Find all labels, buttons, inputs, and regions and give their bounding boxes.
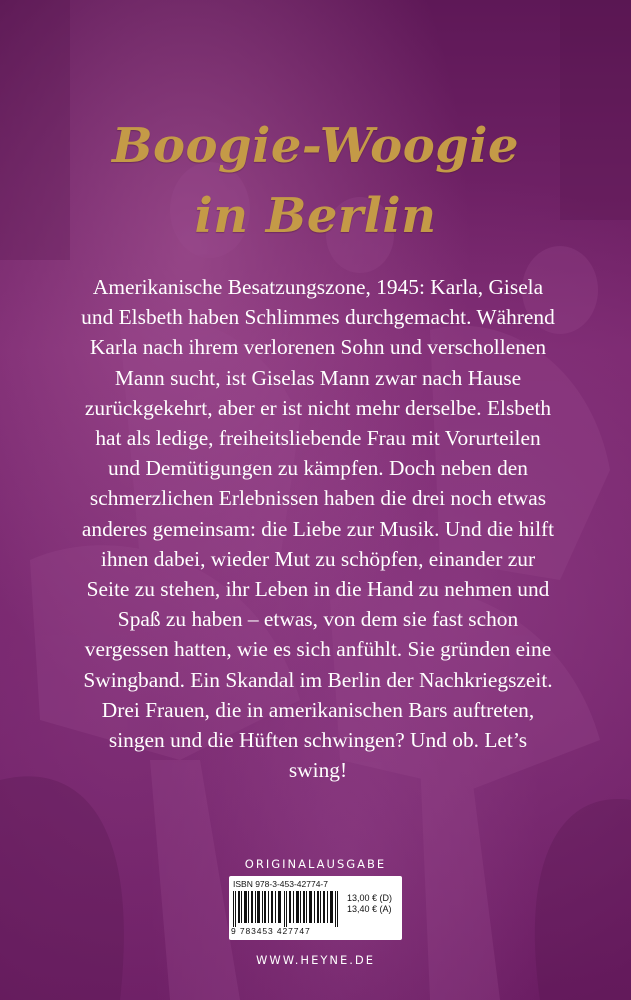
edition-label: ORIGINALAUSGABE <box>244 857 387 871</box>
ean-barcode <box>233 891 341 927</box>
title-line-2: in Berlin <box>194 188 437 244</box>
price-austria: 13,40 € (A) <box>347 904 392 914</box>
price-germany: 13,00 € (D) <box>347 893 393 903</box>
barcode-label <box>229 876 402 940</box>
barcode-digits: 9 783453 427747 <box>231 926 311 936</box>
publisher-website: WWW.HEYNE.DE <box>255 953 376 967</box>
isbn-text: ISBN 978-3-453-42774-7 <box>233 879 328 889</box>
title-line-1: Boogie-Woogie <box>111 118 520 174</box>
blurb-text: Amerikanische Besatzungszone, 1945: Karla, Gisela und Elsbeth haben Schlimmes durchgemacht. Während Karla nach ihrem verlorenen Sohn und verschollenen Mann sucht, ist Giselas Mann zwar nach Hause zurückgekehrt, aber er ist nicht mehr derselbe. Elsbeth hat als ledige, freiheitsliebende Frau mit Vorurteilen und Demütigungen zu kämpfen. Doch neben den schmerzlichen Erlebnissen haben die drei noch etwas anderes gemeinsam: die Liebe zur Musik. Und die hilft ihnen dabei, wieder Mut zu schöpfen, einander zur Seite zu stehen, ihr Leben in die Hand zu nehmen und Spaß zu haben – etwas, von dem sie fast schon vergessen hatten, wie es sich anfühlt. Sie gründen eine Swingband. Ein Skandal im Berlin der Nachkriegszeit. Drei Frauen, die in amerikanischen Bars auftreten, singen und die Hüften schwingen? Und ob. Let’s swing! <box>81 275 555 783</box>
